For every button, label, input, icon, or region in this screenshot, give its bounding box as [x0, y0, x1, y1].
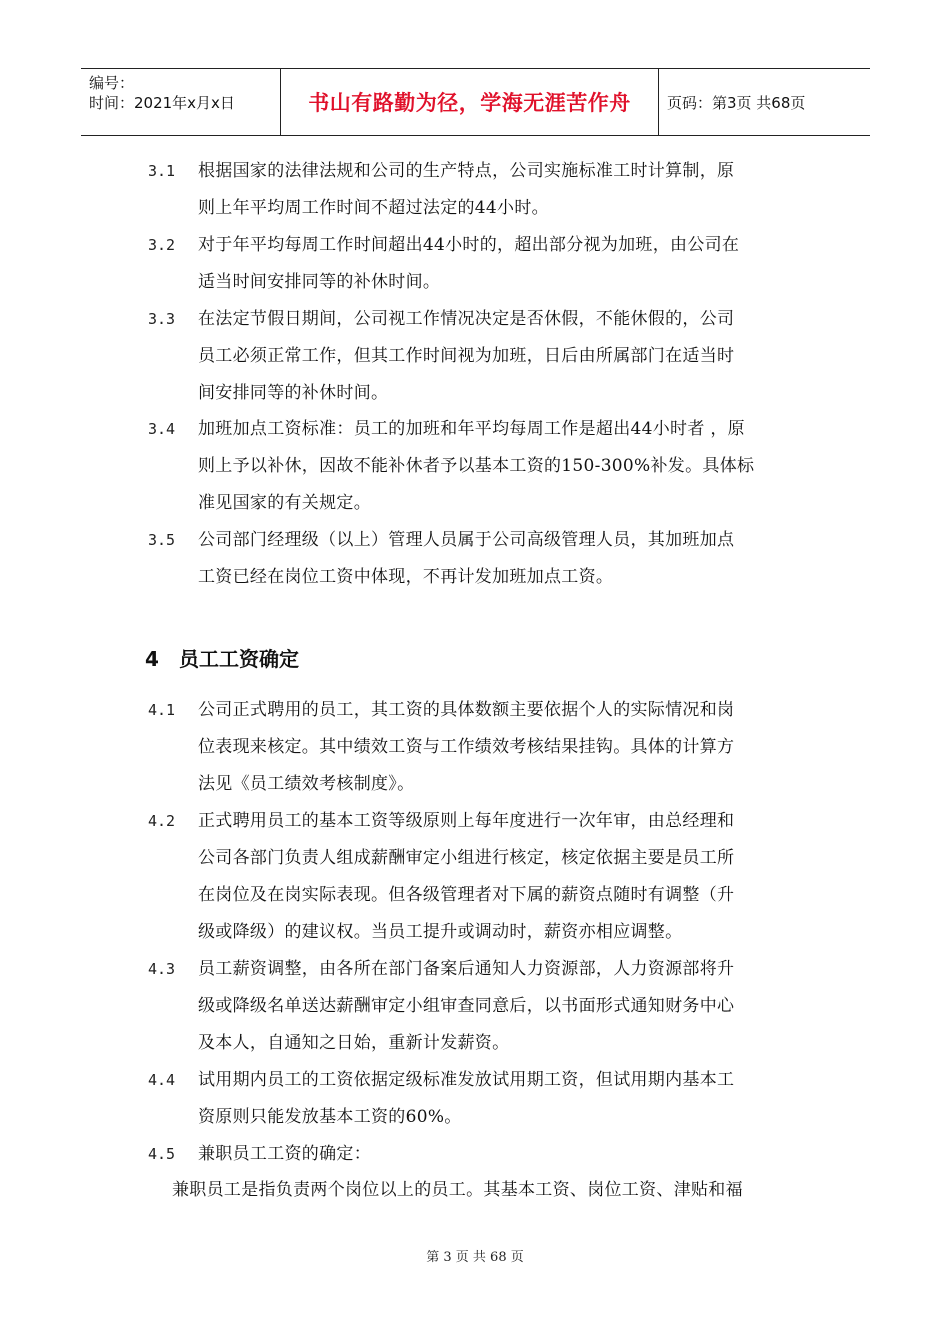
body-paragraph: 兼职员工是指负责两个岗位以上的员工。其基本工资、岗位工资、津贴和福	[172, 1180, 743, 1200]
clause-line: 正式聘用员工的基本工资等级原则上每年度进行一次年审，由总经理和	[198, 811, 735, 831]
section-heading-title: 员工工资确定	[179, 647, 299, 671]
clause-line: 则上年平均周工作时间不超过法定的44小时。	[198, 198, 549, 218]
clause-line: 则上予以补休，因故不能补休者予以基本工资的150-300%补发。具体标	[198, 456, 755, 476]
clause-line: 及本人，自通知之日始，重新计发薪资。	[198, 1033, 510, 1053]
clause-line: 法见《员工绩效考核制度》。	[198, 774, 415, 794]
clause-number: 4.5	[148, 1145, 176, 1163]
clause-line: 对于年平均每周工作时间超出44小时的，超出部分视为加班，由公司在	[198, 235, 740, 255]
section-heading	[145, 643, 299, 672]
clause-line: 员工薪资调整，由各所在部门备案后通知人力资源部，人力资源部将升	[198, 959, 735, 979]
clause-number: 3.2	[148, 236, 176, 254]
header-motto: 书山有路勤为径，学海无涯苦作舟	[281, 69, 659, 135]
page-header	[81, 68, 870, 136]
clause-number: 4.1	[148, 701, 176, 719]
page-footer: 第 3 页 共 68 页	[426, 1250, 524, 1265]
clause-line: 适当时间安排同等的补休时间。	[198, 272, 441, 292]
clause-line: 准见国家的有关规定。	[198, 493, 371, 513]
clause-line: 工资已经在岗位工资中体现，不再计发加班加点工资。	[198, 567, 614, 587]
clause-number: 4.2	[148, 812, 176, 830]
header-meta	[81, 69, 281, 135]
clause-line: 加班加点工资标准：员工的加班和年平均每周工作是超出44小时者 ，原	[198, 419, 745, 439]
clause-line: 公司各部门负责人组成薪酬审定小组进行核定，核定依据主要是员工所	[198, 848, 735, 868]
header-page-info: 页码：第3页 共68页	[667, 93, 806, 112]
clause-line: 资原则只能发放基本工资的60%。	[198, 1107, 462, 1127]
section-heading-number: 4	[145, 647, 159, 671]
clause-number: 3.3	[148, 310, 176, 328]
clause-line: 在岗位及在岗实际表现。但各级管理者对下属的薪资点随时有调整（升	[198, 885, 735, 905]
clause-line: 级或降级名单送达薪酬审定小组审查同意后，以书面形式通知财务中心	[198, 996, 735, 1016]
clause-line: 间安排同等的补休时间。	[198, 383, 389, 403]
clause-number: 3.1	[148, 162, 176, 180]
clause-number: 4.4	[148, 1071, 176, 1089]
clause-line: 根据国家的法律法规和公司的生产特点，公司实施标准工时计算制，原	[198, 161, 735, 181]
clause-number: 3.4	[148, 420, 176, 438]
clause-line: 试用期内员工的工资依据定级标准发放试用期工资，但试用期内基本工	[198, 1070, 735, 1090]
clause-line: 兼职员工工资的确定：	[198, 1144, 371, 1164]
clause-line: 公司正式聘用的员工，其工资的具体数额主要依据个人的实际情况和岗	[198, 700, 735, 720]
clause-number: 3.5	[148, 531, 176, 549]
clause-line: 位表现来核定。其中绩效工资与工作绩效考核结果挂钩。具体的计算方	[198, 737, 735, 757]
document-number-label: 编号：	[89, 74, 135, 92]
document-date-label: 时间：2021年x月x日	[89, 94, 235, 112]
clause-line: 员工必须正常工作，但其工作时间视为加班，日后由所属部门在适当时	[198, 346, 735, 366]
clause-number: 4.3	[148, 960, 176, 978]
clause-line: 在法定节假日期间，公司视工作情况决定是否休假，不能休假的，公司	[198, 309, 735, 329]
clause-line: 公司部门经理级（以上）管理人员属于公司高级管理人员，其加班加点	[198, 530, 735, 550]
clause-line: 级或降级）的建议权。当员工提升或调动时，薪资亦相应调整。	[198, 922, 683, 942]
